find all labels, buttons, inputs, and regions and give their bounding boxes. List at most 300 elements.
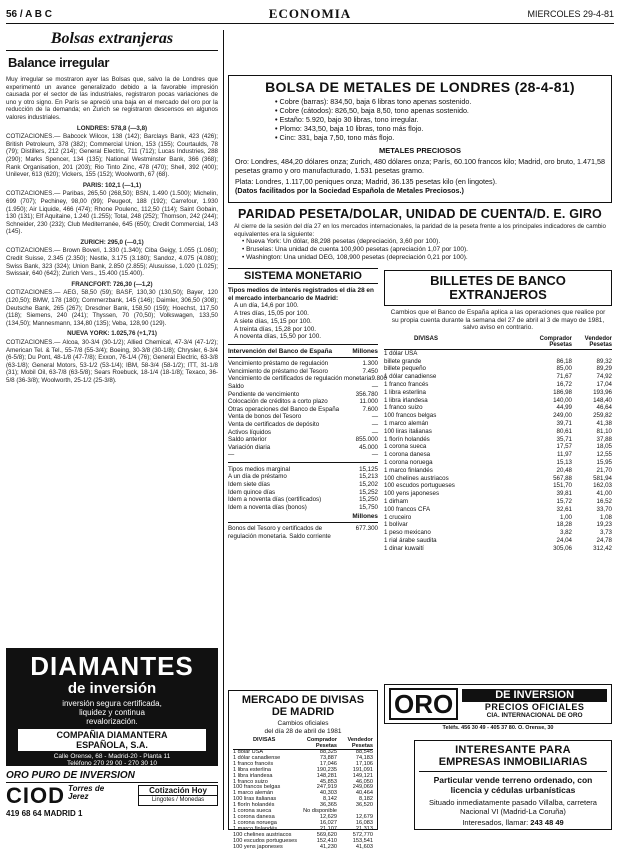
banknote-buy: 18,28 [532, 521, 572, 529]
diamonds-ad-company [18, 729, 206, 751]
fx-buy: 16,027 [301, 821, 337, 827]
ciod-quote-button[interactable]: Cotización Hoy [139, 786, 217, 796]
intervention-value: — [344, 421, 378, 429]
fx-buy: 247,919 [301, 785, 337, 791]
intervention-row [228, 398, 378, 406]
banknote-row [384, 381, 612, 389]
fx-col-sell-unit: Pesetas [337, 743, 373, 749]
intervention-row [228, 360, 378, 368]
intervention-label: Variación diaria [228, 444, 344, 452]
banknote-sell: 74,92 [572, 373, 612, 381]
intervention-label: Saldo [228, 383, 344, 391]
fx-currency: 100 yens japoneses [233, 845, 301, 850]
diamonds-ad[interactable] [6, 648, 218, 766]
banknote-sell: 312,42 [572, 545, 612, 553]
intervention-value: 855.000 [344, 436, 378, 444]
newyork-index: NUEVA YORK: 1.025,76 (+1,71) [6, 330, 218, 338]
fx-sell: 16,083 [337, 821, 373, 827]
banknote-row [384, 537, 612, 545]
banknote-row [384, 467, 612, 475]
metal-lead: • Plomo: 343,50, baja 10 libras, tono más flojo. [275, 124, 605, 133]
fx-sell: 153,541 [337, 839, 373, 845]
banknote-row [384, 451, 612, 459]
banknote-row [384, 529, 612, 537]
marginal-value: 15,252 [344, 489, 378, 497]
banknote-buy: 80,61 [532, 428, 572, 436]
metal-item: Cobre (barras): 834,50, baja 6 libras tono apenas sostenido. [280, 97, 472, 106]
banknote-currency: 100 escudos portugueses [384, 482, 532, 490]
intervention-label: Saldo anterior [228, 436, 344, 444]
gold-ad-line1: DE INVERSION [462, 689, 607, 702]
banknote-buy [532, 350, 572, 358]
fx-currency: 1 corona noruega [233, 821, 301, 827]
fx-sell: 40,464 [337, 791, 373, 797]
banknote-buy: 35,71 [532, 436, 572, 444]
ciod-side: Torres de Jerez [68, 785, 106, 801]
metals-box [228, 75, 612, 203]
page-date: MIERCOLES 29-4-81 [527, 9, 614, 19]
intervention-row [228, 375, 378, 383]
banknote-sell: 15,95 [572, 459, 612, 467]
foreign-markets-column [6, 30, 218, 642]
london-index: LONDRES: 578,8 (—3,8) [6, 125, 218, 133]
fx-sell: 46,050 [337, 780, 373, 786]
fx-currency: 1 libra esterlina [233, 768, 301, 774]
banknote-sell: 16,52 [572, 498, 612, 506]
real-estate-line4: Situado inmediatamente pasado Villalba, carretera Nacional VI (Madrid-La Coruña) [419, 798, 607, 816]
banknote-buy: 249,00 [532, 412, 572, 420]
banknote-buy: 15,13 [532, 459, 572, 467]
gold-ad-oro: ORO [389, 688, 458, 720]
banknote-currency: 1 dólar canadiense [384, 373, 532, 381]
metals-title: BOLSA DE METALES DE LONDRES (28-4-81) [235, 79, 605, 95]
diamonds-ad-line2: liquidez y continua [10, 708, 214, 717]
intervention-row [228, 421, 378, 429]
fx-col-sell: Vendedor [337, 737, 373, 743]
intervention-value: 9.800 [371, 375, 386, 383]
parity-section: PARIDAD PESETA/DOLAR, UNIDAD DE CUENTA/D. E. GIRO Al cierre de la sesión del día 27 en los mercados internacionales, la paridad de la peseta frente a los principales indicadores de cambio equivalentes era la siguiente: • Nueva York: Un dólar, 88,298 pesetas (depreciación, 3,60 por 100). • Bruselas: Una unidad de cuenta 100,900 pesetas (apreciación 1,07 por 100). • Washington: Una unidad DEG, 108,900 pesetas (depreciación 0,21 por 100). [228, 207, 612, 267]
banknote-sell: 81,10 [572, 428, 612, 436]
intervention-row [228, 391, 378, 399]
banknotes-col-divisas: DIVISAS [384, 336, 532, 342]
banknote-currency: 1 corona danesa [384, 451, 532, 459]
banknote-row [384, 545, 612, 553]
banknote-currency: billete grande [384, 358, 532, 366]
intervention-row [228, 444, 378, 452]
intervention-label: Venta de bonos del Tesoro [228, 413, 344, 421]
metal-copper-cathodes: • Cobre (cátodos): 826,50, baja 8,50, tono apenas sostenido. [275, 106, 605, 115]
article-title: Balance irregular [8, 55, 218, 70]
zurich-index: ZURICH: 295,0 (—0,1) [6, 239, 218, 247]
diamonds-company-name2: ESPAÑOLA, S.A. [18, 740, 206, 750]
banknote-sell: 17,04 [572, 381, 612, 389]
banknote-buy: 44,99 [532, 404, 572, 412]
metal-item: Plomo: 343,50, baja 10 libras, tono más flojo. [280, 124, 424, 133]
banknote-buy: 567,88 [532, 475, 572, 483]
fx-sell: 21,313 [337, 827, 373, 833]
banknote-row [384, 482, 612, 490]
fx-sell: 88,545 [337, 750, 373, 756]
banknote-buy: 1,00 [532, 514, 572, 522]
diamonds-ad-address: Calle Orense, 68 - Madrid-20 - Planta 11 [10, 753, 214, 760]
fx-sub2: del día 28 de abril de 1981 [233, 728, 373, 736]
fx-title2: DE MADRID [233, 706, 373, 718]
banknote-currency: 1 libra esterlina [384, 389, 532, 397]
rate-item: A noventa días, 15,50 por 100. [234, 333, 378, 341]
intervention-label: Vencimiento de préstamo del Tesoro [228, 368, 344, 376]
banknote-sell: 46,64 [572, 404, 612, 412]
intervention-value: — [344, 413, 378, 421]
ciod-ad[interactable] [6, 770, 218, 826]
banknote-sell: 259,82 [572, 412, 612, 420]
banknote-sell [572, 350, 612, 358]
banknote-currency: 1 marco alemán [384, 420, 532, 428]
fx-currency: 100 francos belgas [233, 785, 301, 791]
marginal-row [228, 504, 378, 512]
fx-sell: 249,069 [337, 785, 373, 791]
monetary-sub: Tipos medios de interés registrados el día 28 en el mercado interbancario de Madrid: [228, 287, 378, 302]
fx-currency: 1 dólar canadiense [233, 756, 301, 762]
banknote-buy: 151,70 [532, 482, 572, 490]
banknotes-section [384, 270, 612, 680]
parity-intro: Al cierre de la sesión del día 27 en los mercados internacionales, la paridad de la peseta frente a los principales indicadores de cambio equivalentes era la siguiente: [228, 223, 612, 238]
banknote-currency: 1 corona noruega [384, 459, 532, 467]
intervention-value: — [344, 429, 378, 437]
column-divider [223, 30, 224, 830]
banknote-currency: 1 dirham [384, 498, 532, 506]
fx-sell: 74,183 [337, 756, 373, 762]
banknote-currency: 1 dinar kuwaití [384, 545, 532, 553]
fx-sell: 191,091 [337, 768, 373, 774]
fx-buy: 36,365 [301, 803, 337, 809]
marginal-row [228, 473, 378, 481]
metal-item: Estaño: 5.920, bajo 30 libras, tono irregular. [280, 115, 419, 124]
gold-ad-phone: Teléfs. 456 30 49 - 405 37 80. O. Orense, 30 [384, 725, 612, 731]
banknote-buy: 39,71 [532, 420, 572, 428]
banknote-buy: 85,00 [532, 365, 572, 373]
rate-item: A siete días, 15,15 por 100. [234, 318, 378, 326]
real-estate-line1: INTERESANTE PARA [419, 744, 607, 756]
marginal-value: 15,202 [344, 481, 378, 489]
frankfurt-quotes: COTIZACIONES.— AEG, 58,50 (59); BASF, 130,30 (130,50); Bayer, 120 (120,50); BMW, 178 (180); Commerzbank, 145 (146); Daimler, 306,50 (308); Deutsche Bank, 265 (267); Dresdner Bank, 158,50 (159); Hoechst, 117,50 (118); Siemens, 240 (241); Thyssen, 70 (70,50); Volkswagen, 133,50 (134,50); Mannesmann, 134,80 (135); Veba, 128,90 (129). [6, 289, 218, 327]
fx-buy: 12,629 [301, 815, 337, 821]
banknote-row [384, 404, 612, 412]
metal-item: Cinc: 331, baja 7,50, tono más flojo. [280, 133, 395, 142]
banknotes-intro: Cambios que el Banco de España aplica a las operaciones que realice por su propia cuenta durante la semana del 27 de abril al 3 de mayo de 1981, salvo aviso en contrario. [384, 309, 612, 332]
article-intro: Muy irregular se mostraron ayer las Bolsas que, salvo la de Londres que experimentó un avance generalizado debido a la favorable impresión causada por el sector de las industriales, registraron pocas variaciones de uno y otro signo. En París se apreció una baja en el mercado del oro por la reducción de la demanda; en Zurich se registraron descensos en algunos valores industriales. [6, 76, 218, 122]
intervention-rows [228, 360, 378, 459]
fx-currency: 1 corona danesa [233, 815, 301, 821]
intervention-row [228, 429, 378, 437]
banknote-currency: 1 libra irlandesa [384, 397, 532, 405]
ciod-phone: 419 68 64 MADRID 1 [6, 809, 218, 818]
newyork-quotes: COTIZACIONES.— Alcoa, 30-3/4 (30-1/2); Allied Chemical, 47-3/4 (47-1/2); American Tel. & Tel., 55-7/8 (55-3/4); Boeing, 30-3/8 (30-1/8); Chrysler, 6-3/4 (6-5/8); Du Pont, 48-1/8 (47-7/8); Exxon, 76-1/4 (76); General Electric, 63-3/8 (63-1/8); General Motors, 53-1/2 (53-1/4); IBM, 58-3/4 (58-1/2); ITT, 31-1/8 (31); Mobil Oil, 63-7/8 (63-5/8); Sears Roebuck, 18-1/4 (18-1/8); Texaco, 36-5/8 (36-3/8); Woolworth, 25-1/2 (25-3/8). [6, 339, 218, 385]
frankfurt-index: FRANCFORT: 726,30 (—1,2) [6, 281, 218, 289]
fx-col-buy-unit: Pesetas [301, 743, 337, 749]
paris-quotes: COTIZACIONES.— Paribas, 265,50 (268,50); BSN, 1.490 (1.500); Michelin, 699 (707); Pechiney, 98,00 (99); Peugeot, 188 (192); Carrefour, 1.930 (1.950); Air Liquide, 466 (474); Rhone Poulenc, 112,50 (114); Saint Gobain, 130 (131); Elf Aquitaine, 1.240 (1.255); Total, 248 (252); Thomson, 242 (244); Schneider, 230 (232); Club Mediterranée, 645 (650); Credit Commercial, 143 (145). [6, 190, 218, 236]
banknote-buy: 16,72 [532, 381, 572, 389]
intervention-value: 1.300 [344, 360, 378, 368]
fx-buy: 21,107 [301, 827, 337, 833]
bond-row [228, 525, 378, 540]
marginal-value: 15,125 [344, 466, 378, 474]
banknote-sell: 41,00 [572, 490, 612, 498]
banknote-row [384, 365, 612, 373]
london-quotes: COTIZACIONES.— Babcock Wilcox, 138 (142); Barclays Bank, 423 (426); British Petroleum, 378 (382); Commercial Union, 153 (155); Courtaulds, 78 (79); Distillers, 212 (214); General Electric, 711 (712); Lucas Industries, 288 (290); Marks Spencer, 134 (135); National Westminster Bank, 366 (368); Rank Organisation, 201 (203); Rio Tinto Zinc, 478 (470); Shell, 392 (400); Unilever, 613 (620); Vickers, 155 (152); Woolworth, 67 (68). [6, 133, 218, 179]
banknote-row [384, 420, 612, 428]
fx-buy: No disponible [301, 809, 337, 815]
parity-item: Nueva York: Un dólar, 88,298 pesetas (depreciación, 3,60 por 100). [246, 238, 440, 245]
banknote-buy: 17,57 [532, 443, 572, 451]
intervention-value: 11.000 [344, 398, 378, 406]
parity-item: Bruselas: Una unidad de cuenta 100,900 pesetas (apreciación 1,07 por 100). [246, 246, 468, 253]
rate-item: A treinta días, 15,28 por 100. [234, 326, 378, 334]
marginal-label: Idem a noventa días (certificados) [228, 496, 344, 504]
marginal-rows [228, 466, 378, 512]
real-estate-call: Interesados, llamar: [462, 818, 528, 827]
marginal-label: Idem a noventa días (bonos) [228, 504, 344, 512]
banknote-currency: 1 cruceiro [384, 514, 532, 522]
banknote-sell: 19,23 [572, 521, 612, 529]
banknote-row [384, 475, 612, 483]
fx-sell: 572,770 [337, 833, 373, 839]
intervention-value: — [344, 383, 378, 391]
kicker: Bolsas extranjeras [6, 30, 218, 51]
banknote-row [384, 459, 612, 467]
banknote-row [384, 412, 612, 420]
fx-buy: 88,325 [301, 750, 337, 756]
intervention-value: 356.780 [344, 391, 378, 399]
banknotes-title2: EXTRANJEROS [385, 288, 611, 302]
intervention-row [228, 383, 378, 391]
metal-copper-bars: • Cobre (barras): 834,50, baja 6 libras tono apenas sostenido. [275, 97, 605, 106]
banknote-row [384, 506, 612, 514]
banknote-row [384, 389, 612, 397]
real-estate-phone[interactable]: 243 48 49 [530, 818, 563, 827]
banknote-buy: 86,18 [532, 358, 572, 366]
bond-value: 677.300 [344, 525, 378, 540]
banknote-currency: 1 peso mexicano [384, 529, 532, 537]
intervention-label: Vencimiento préstamo de regulación [228, 360, 344, 368]
bond-unit: Millones [228, 513, 378, 520]
marginal-row [228, 481, 378, 489]
banknote-currency: 1 dólar USA [384, 350, 532, 358]
fx-buy: 40,303 [301, 791, 337, 797]
fx-buy: 45,853 [301, 780, 337, 786]
intervention-value: 7.600 [344, 406, 378, 414]
fx-currency: 1 marco alemán [233, 791, 301, 797]
banknote-row [384, 373, 612, 381]
monetary-system [228, 268, 378, 686]
marginal-row [228, 489, 378, 497]
banknote-sell: 37,88 [572, 436, 612, 444]
page-header [6, 6, 614, 24]
precious-silver: Plata: Londres, 1.117,00 peniques onza; Madrid, 36.135 pesetas kilo (en lingotes). [235, 177, 605, 186]
fx-currency: 1 florín holandés [233, 803, 301, 809]
banknote-row [384, 490, 612, 498]
intervention-row [228, 406, 378, 414]
fx-buy: 148,281 [301, 774, 337, 780]
marginal-label: Idem quince días [228, 489, 344, 497]
banknote-sell: 193,96 [572, 389, 612, 397]
banknotes-col-sell-unit: Pesetas [572, 342, 612, 348]
intervention-label: Pendiente de vencimiento [228, 391, 344, 399]
fx-market [228, 690, 378, 830]
metal-zinc: • Cinc: 331, baja 7,50, tono más flojo. [275, 133, 605, 142]
banknote-row [384, 350, 612, 358]
fx-buy: 190,235 [301, 768, 337, 774]
banknote-row [384, 397, 612, 405]
diamonds-ad-phone: Teléfono 270 29 00 - 270 30 10 [10, 760, 214, 767]
fx-rows [233, 750, 373, 850]
marginal-value: 15,750 [344, 504, 378, 512]
fx-buy: 8,142 [301, 797, 337, 803]
banknote-currency: 1 corona sueca [384, 443, 532, 451]
banknote-currency: 100 chelines austriacos [384, 475, 532, 483]
intervention-label: Vencimiento de certificados de regulación monetaria [228, 375, 371, 383]
fx-currency: 1 franco suizo [233, 780, 301, 786]
banknotes-rows [384, 350, 612, 553]
fx-sub1: Cambios oficiales [233, 720, 373, 728]
banknote-row [384, 436, 612, 444]
banknote-sell: 3,73 [572, 529, 612, 537]
real-estate-line3: Particular vende terreno ordenado, con licencia y cédulas urbanísticas [419, 775, 607, 795]
banknote-buy: 11,97 [532, 451, 572, 459]
intervention-label: Activos líquidos [228, 429, 344, 437]
fx-buy: 569,620 [301, 833, 337, 839]
marginal-row [228, 496, 378, 504]
intervention-title: Intervención del Banco de España [228, 348, 332, 355]
banknote-buy: 15,72 [532, 498, 572, 506]
real-estate-ad[interactable] [414, 740, 612, 830]
intervention-row [228, 451, 378, 459]
fx-buy: 41,230 [301, 845, 337, 850]
precious-source: (Datos facilitados por la Sociedad Española de Metales Preciosos.) [235, 186, 605, 195]
gold-ad-company: CIA. INTERNACIONAL DE ORO [462, 712, 607, 719]
banknote-row [384, 428, 612, 436]
rate-item: A tres días, 15,05 por 100. [234, 310, 378, 318]
fx-currency: 100 liras italianas [233, 797, 301, 803]
ciod-brand: CIOD [6, 785, 65, 807]
banknote-sell: 89,32 [572, 358, 612, 366]
banknotes-col-buy-unit: Pesetas [532, 342, 572, 348]
banknote-buy: 186,98 [532, 389, 572, 397]
banknote-row [384, 498, 612, 506]
marginal-label: Idem siete días [228, 481, 344, 489]
banknote-currency: 1 florín holandés [384, 436, 532, 444]
banknote-sell: 89,29 [572, 365, 612, 373]
banknote-currency: 1 marco finlandés [384, 467, 532, 475]
banknote-currency: 1 rial árabe saudita [384, 537, 532, 545]
rate-item: A un día, 14,6 por 100. [234, 302, 378, 310]
banknote-currency: 1 franco francés [384, 381, 532, 389]
banknote-row [384, 521, 612, 529]
ciod-ad-headline: ORO PURO DE INVERSION [6, 770, 218, 783]
banknotes-title1: BILLETES DE BANCO [385, 274, 611, 288]
intervention-row [228, 413, 378, 421]
diamonds-ad-sub: de inversión [10, 680, 214, 697]
diamonds-ad-title: DIAMANTES [10, 652, 214, 680]
intervention-value: 45.000 [344, 444, 378, 452]
marginal-value: 15,213 [344, 473, 378, 481]
banknote-currency: 1 bolívar [384, 521, 532, 529]
fx-col-buy: Comprador [301, 737, 337, 743]
intervention-label: Venta de certificados de depósito [228, 421, 344, 429]
fx-sell: 36,520 [337, 803, 373, 809]
fx-currency: 1 marco finlandés [233, 827, 301, 833]
marginal-row [228, 466, 378, 474]
banknotes-col-buy: Comprador [532, 336, 572, 342]
fx-currency: 100 escudos portugueses [233, 839, 301, 845]
precious-title: METALES PRECIOSOS [235, 146, 605, 155]
bond-label: Bonos del Tesoro y certificados de regulación monetaria. Saldo corriente [228, 525, 344, 540]
banknote-sell: 581,94 [572, 475, 612, 483]
fx-title1: MERCADO DE DIVISAS [233, 694, 373, 706]
fx-currency: 1 dólar USA [233, 750, 301, 756]
fx-sell: 8,182 [337, 797, 373, 803]
marginal-value: 15,250 [344, 496, 378, 504]
fx-buy: 17,046 [301, 762, 337, 768]
banknote-currency: 100 francos belgas [384, 412, 532, 420]
fx-currency: 1 corona sueca [233, 809, 301, 815]
intervention-unit: Millones [352, 348, 378, 355]
precious-gold: Oro: Londres, 484,20 dólares onza; Zurich, 480 dólares onza; París, 60.100 francos kilo; Madrid, oro bruto, 1.471,58 pesetas gramo y oro manufacturado, 1.531 pesetas gramo. [235, 157, 605, 175]
banknote-sell: 162,03 [572, 482, 612, 490]
banknote-buy: 20,48 [532, 467, 572, 475]
banknote-buy: 39,81 [532, 490, 572, 498]
fx-currency: 1 franco francés [233, 762, 301, 768]
metal-item: Cobre (cátodos): 826,50, baja 8,50, tono apenas sostenido. [280, 106, 469, 115]
gold-ad[interactable] [384, 684, 612, 724]
fx-currency: 1 libra irlandesa [233, 774, 301, 780]
fx-sell: 12,679 [337, 815, 373, 821]
fx-currency: 100 chelines austriacos [233, 833, 301, 839]
real-estate-line2: EMPRESAS INMOBILIARIAS [419, 756, 607, 772]
banknote-sell: 1,08 [572, 514, 612, 522]
metal-tin: • Estaño: 5.920, bajo 30 libras, tono irregular. [275, 115, 605, 124]
banknote-currency: 1 franco suizo [384, 404, 532, 412]
banknote-sell: 33,70 [572, 506, 612, 514]
fx-sell: 41,603 [337, 845, 373, 850]
parity-item: Washington: Una unidad DEG, 108,900 pesetas (depreciación 0,21 por 100). [246, 254, 468, 261]
banknote-sell: 148,40 [572, 397, 612, 405]
banknote-currency: billete pequeño [384, 365, 532, 373]
monetary-title: SISTEMA MONETARIO [228, 268, 378, 284]
intervention-row [228, 368, 378, 376]
banknote-row [384, 514, 612, 522]
parity-title: PARIDAD PESETA/DOLAR, UNIDAD DE CUENTA/D. E. GIRO [228, 207, 612, 221]
paris-index: PARIS: 102,1 (—1,1) [6, 182, 218, 190]
banknote-buy: 71,67 [532, 373, 572, 381]
fx-buy: 152,410 [301, 839, 337, 845]
fx-sell: 17,106 [337, 762, 373, 768]
section-title: ECONOMIA [6, 6, 614, 22]
fx-sell: 149,121 [337, 774, 373, 780]
banknote-sell: 41,38 [572, 420, 612, 428]
banknote-currency: 100 liras italianas [384, 428, 532, 436]
zurich-quotes: COTIZACIONES.— Brown Boveri, 1.330 (1.340); Ciba Geigy, 1.055 (1.060); Credit Suisse, 2.345 (2.350); Nestle, 3.175 (3.180); Sandoz, 4.075 (4.080); Swiss Bank, 323 (324); Union Bank, 2.850 (2.855); Alusuisse, 1.020 (1.025); Swissair, 640 (642); Zurich Vers., 15.400 (15.400). [6, 247, 218, 277]
fx-col-divisas: DIVISAS [233, 737, 301, 743]
banknote-buy: 24,04 [532, 537, 572, 545]
marginal-label: Tipos medios marginal [228, 466, 344, 474]
diamonds-ad-line1: inversión segura certificada, [10, 699, 214, 708]
banknotes-col-sell: Vendedor [572, 336, 612, 342]
banknote-sell: 18,05 [572, 443, 612, 451]
page-number: 56 / A B C [6, 9, 52, 20]
intervention-label: Colocación de créditos a corto plazo [228, 398, 344, 406]
intervention-label: — [228, 451, 344, 459]
banknote-sell: 24,78 [572, 537, 612, 545]
